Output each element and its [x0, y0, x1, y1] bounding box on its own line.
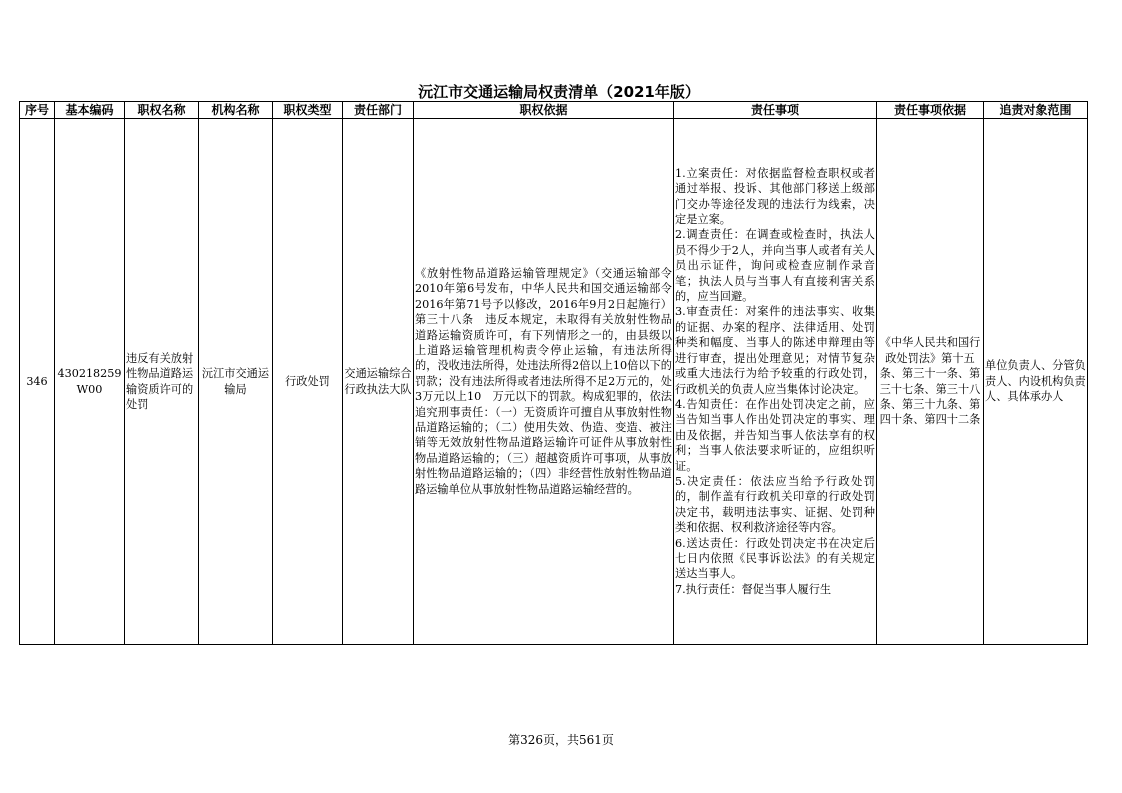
duty-item-notification: 4.告知责任：在作出处罚决定之前，应当告知当事人作出处罚决定的事实、理由及依据，并告知当事人依法享有的权利；当事人依法要求听证的，应组织听证。 — [675, 397, 875, 473]
duty-item-review: 3.审查责任：对案件的违法事实、收集的证据、办案的程序、法律适用、处罚种类和幅度、当事人的陈述申辩理由等进行审查，提出处理意见；对情节复杂或重大违法行为给予较重的行政处罚，行政机关的负责人应当集体讨论决定。 — [675, 305, 875, 396]
cell-dept: 交通运输综合行政执法大队 — [343, 119, 414, 645]
header-org-name: 机构名称 — [199, 102, 273, 119]
header-power-name: 职权名称 — [125, 102, 199, 119]
cell-power-type: 行政处罚 — [273, 119, 343, 645]
table-header-row — [20, 102, 1088, 119]
duty-item-investigation: 2.调查责任：在调查或检查时，执法人员不得少于2人，并向当事人或者有关人员出示证件，询问或检查应制作录音笔；执法人员与当事人有直接利害关系的，应当回避。 — [675, 228, 875, 304]
cell-duty-basis: 《中华人民共和国行政处罚法》第十五条、第三十一条、第三十七条、第三十八条、第三十九条、第四十条、第四十二条 — [877, 119, 984, 645]
header-code: 基本编码 — [55, 102, 125, 119]
duty-item-delivery: 6.送达责任：行政处罚决定书在决定后七日内依照《民事诉讼法》的有关规定送达当事人。 — [675, 536, 875, 581]
header-power-type: 职权类型 — [273, 102, 343, 119]
duty-item-filing: 1.立案责任：对依据监督检查职权或者通过举报、投诉、其他部门移送上级部门交办等途径发现的违法行为线索，决定是立案。 — [675, 166, 875, 227]
header-accountability: 追责对象范围 — [984, 102, 1088, 119]
duty-list-table — [19, 101, 1088, 645]
cell-basis: 《放射性物品道路运输管理规定》（交通运输部令2010年第6号发布，中华人民共和国交通运输部令2016年第71号予以修改，2016年9月2日起施行）第三十八条 违反本规定，未取得有关放射性物品道路运输资质许可，有下列情形之一的，由县级以上道路运输管理机构责令停止运输，有违法所得的，没收违法所得，处违法所得2倍以上10倍以下的罚款；没有违法所得或者违法所得不足2万元的，处3万元以上10 万元以下的罚款。构成犯罪的，依法追究刑事责任：（一）无资质许可擅自从事放射性物品道路运输的；（二）使用失效、伪造、变造、被注销等无效放射性物品道路运输许可证件从事放射性物品道路运输的；（三）超越资质许可事项，从事放射性物品道路运输的；（四）非经营性放射性物品道路运输单位从事放射性物品道路运输经营的。 — [414, 119, 674, 645]
header-duties: 责任事项 — [674, 102, 877, 119]
header-seq: 序号 — [20, 102, 55, 119]
page-title: 沅江市交通运输局权责清单（2021年版） — [418, 83, 700, 101]
header-duty-basis: 责任事项依据 — [877, 102, 984, 119]
duty-item-execution: 7.执行责任：督促当事人履行生 — [675, 582, 832, 596]
duty-item-decision: 5.决定责任：依法应当给予行政处罚的，制作盖有行政机关印章的行政处罚决定书，载明违法事实、证据、处罚种类和依据、权利救济途径等内容。 — [675, 474, 875, 535]
table-row — [20, 119, 1088, 645]
cell-seq: 346 — [20, 119, 55, 645]
page-number: 第326页，共561页 — [508, 733, 614, 747]
header-basis: 职权依据 — [414, 102, 674, 119]
cell-org-name: 沅江市交通运输局 — [199, 119, 273, 645]
cell-duties — [674, 119, 877, 645]
cell-power-name: 违反有关放射性物品道路运输资质许可的处罚 — [125, 119, 199, 645]
header-dept: 责任部门 — [343, 102, 414, 119]
cell-code: 430218259W00 — [55, 119, 125, 645]
cell-accountability: 单位负责人、分管负责人、内设机构负责人、具体承办人 — [984, 119, 1088, 645]
